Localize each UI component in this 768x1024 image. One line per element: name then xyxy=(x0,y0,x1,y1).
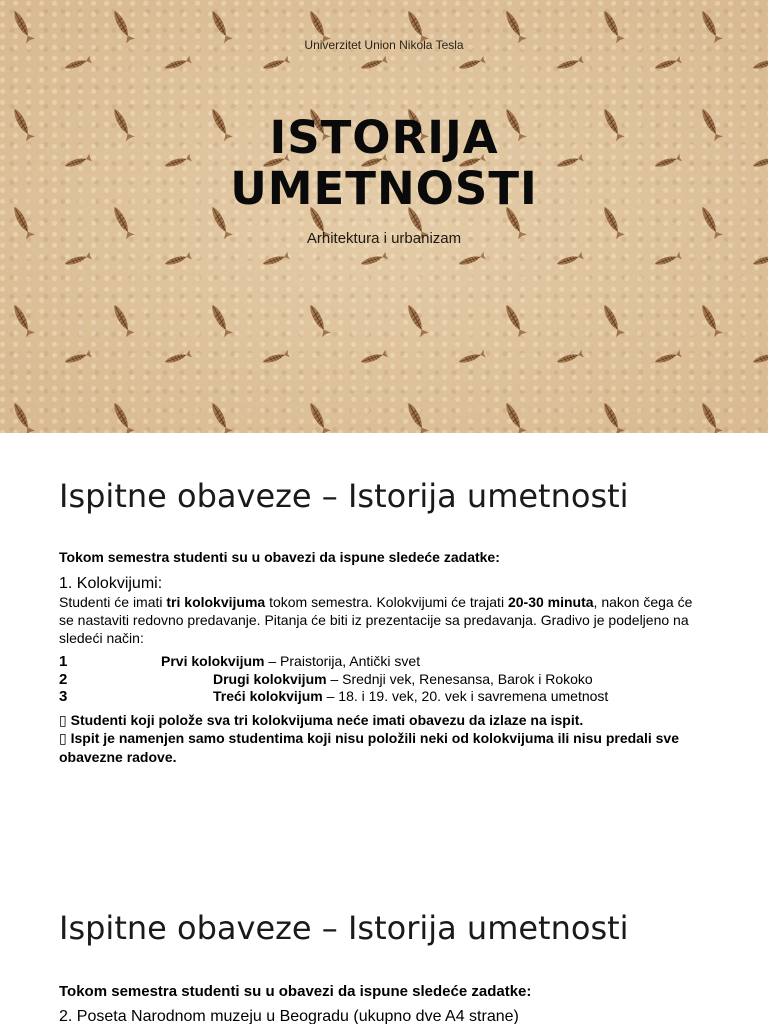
note-item xyxy=(59,712,709,731)
fossil-fish-icon xyxy=(164,350,192,366)
fossil-fish-icon xyxy=(208,401,233,433)
kolokvijum-list xyxy=(59,653,709,706)
fossil-fish-icon xyxy=(64,252,92,268)
list-item xyxy=(59,671,709,689)
list-rest: – 18. i 19. vek, 20. vek i savremena umetnost xyxy=(322,688,609,704)
slide-body xyxy=(59,983,709,1024)
list-item xyxy=(59,653,709,671)
title-line-1: ISTORIJA xyxy=(269,111,499,164)
note-text: Ispit je namenjen samo studentima koji nisu položili neki od kolokvijuma ili nisu predali sve obavezne radove. xyxy=(59,730,679,765)
missing-glyph-icon: ▯ xyxy=(59,712,67,729)
exam-obligations-slide-1 xyxy=(0,433,768,865)
section-title-museum-visit: 2. Poseta Narodnom muzeju u Beogradu (ukupno dve A4 strane) xyxy=(59,1008,519,1024)
fossil-fish-icon xyxy=(698,401,723,433)
fossil-fish-icon xyxy=(556,56,584,72)
desc-bold-1: tri kolokvijuma xyxy=(166,594,266,610)
university-name: Univerzitet Union Nikola Tesla xyxy=(304,38,464,52)
fossil-fish-icon xyxy=(556,350,584,366)
fossil-fish-icon xyxy=(458,350,486,366)
list-bold: Drugi kolokvijum xyxy=(213,670,327,687)
list-bold: Treći kolokvijum xyxy=(213,688,323,704)
fossil-fish-background xyxy=(0,0,768,433)
fossil-fish-icon xyxy=(752,56,768,72)
fossil-fish-icon xyxy=(654,252,682,268)
fossil-fish-icon xyxy=(360,252,388,268)
presentation-title xyxy=(0,112,768,214)
desc-text-3: , nakon čega će se nastaviti redovno predavanje. Pitanja će biti iz prezentacije sa predavanja. Gradivo je podeljeno na sledeći način: xyxy=(59,594,693,646)
fossil-fish-icon xyxy=(10,303,35,338)
section-title-kolokvijumi: 1. Kolokvijumi: xyxy=(59,575,163,592)
slide-body xyxy=(59,549,709,766)
slide-heading: Ispitne obaveze – Istorija umetnosti xyxy=(59,477,629,515)
fossil-fish-icon xyxy=(360,350,388,366)
exam-notes xyxy=(59,712,709,767)
fossil-fish-icon xyxy=(654,56,682,72)
slide-heading: Ispitne obaveze – Istorija umetnosti xyxy=(59,909,629,947)
list-number: 1 xyxy=(59,653,68,670)
fossil-fish-icon xyxy=(306,303,331,338)
fossil-fish-icon xyxy=(110,303,135,338)
desc-text-2: tokom semestra. Kolokvijumi će trajati xyxy=(265,594,508,610)
fossil-fish-icon xyxy=(404,303,429,338)
desc-bold-2: 20-30 minuta xyxy=(507,594,594,610)
fossil-fish-icon xyxy=(654,350,682,366)
fossil-fish-icon xyxy=(164,56,192,72)
fossil-fish-icon xyxy=(164,252,192,268)
fossil-fish-icon xyxy=(262,56,290,72)
list-bold: Prvi kolokvijum xyxy=(161,653,265,669)
fossil-fish-icon xyxy=(10,401,35,433)
presentation-subtitle: Arhitektura i urbanizam xyxy=(306,230,462,247)
note-text: Studenti koji polože sva tri kolokvijuma neće imati obavezu da izlaze na ispit. xyxy=(70,711,584,728)
list-text xyxy=(161,653,420,671)
fossil-fish-icon xyxy=(502,401,527,433)
fossil-fish-icon xyxy=(752,252,768,268)
list-item xyxy=(59,688,709,706)
desc-text-1: Studenti će imati xyxy=(59,594,167,610)
fossil-fish-icon xyxy=(360,56,388,72)
fossil-fish-icon xyxy=(110,401,135,433)
missing-glyph-icon: ▯ xyxy=(59,731,67,747)
fossil-fish-icon xyxy=(208,303,233,338)
fossil-fish-icon xyxy=(262,252,290,268)
fossil-fish-icon xyxy=(698,303,723,338)
list-number: 2 xyxy=(59,670,68,688)
intro-text: Tokom semestra studenti su u obavezi da ispune sledeće zadatke: xyxy=(59,983,532,1000)
fossil-fish-icon xyxy=(600,401,625,433)
fossil-fish-icon xyxy=(404,401,429,433)
fossil-fish-icon xyxy=(458,252,486,268)
list-text xyxy=(213,671,593,689)
list-number: 3 xyxy=(59,688,68,705)
title-line-2: UMETNOSTI xyxy=(230,162,538,215)
title-slide xyxy=(0,0,768,433)
fossil-fish-icon xyxy=(502,303,527,338)
note-item xyxy=(59,730,709,766)
exam-obligations-slide-2 xyxy=(0,865,768,1024)
fossil-fish-icon xyxy=(262,350,290,366)
fossil-fish-icon xyxy=(306,401,331,433)
list-rest: – Praistorija, Antički svet xyxy=(264,653,421,669)
list-rest: – Srednji vek, Renesansa, Barok i Rokoko xyxy=(326,670,593,687)
fossil-fish-icon xyxy=(600,303,625,338)
fossil-fish-icon xyxy=(64,56,92,72)
fossil-fish-icon xyxy=(458,56,486,72)
fossil-fish-icon xyxy=(556,252,584,268)
kolokvijumi-description xyxy=(59,593,709,647)
intro-text: Tokom semestra studenti su u obavezi da ispune sledeće zadatke: xyxy=(59,549,500,565)
fossil-fish-icon xyxy=(64,350,92,366)
fossil-fish-icon xyxy=(752,350,768,366)
list-text xyxy=(213,688,608,706)
